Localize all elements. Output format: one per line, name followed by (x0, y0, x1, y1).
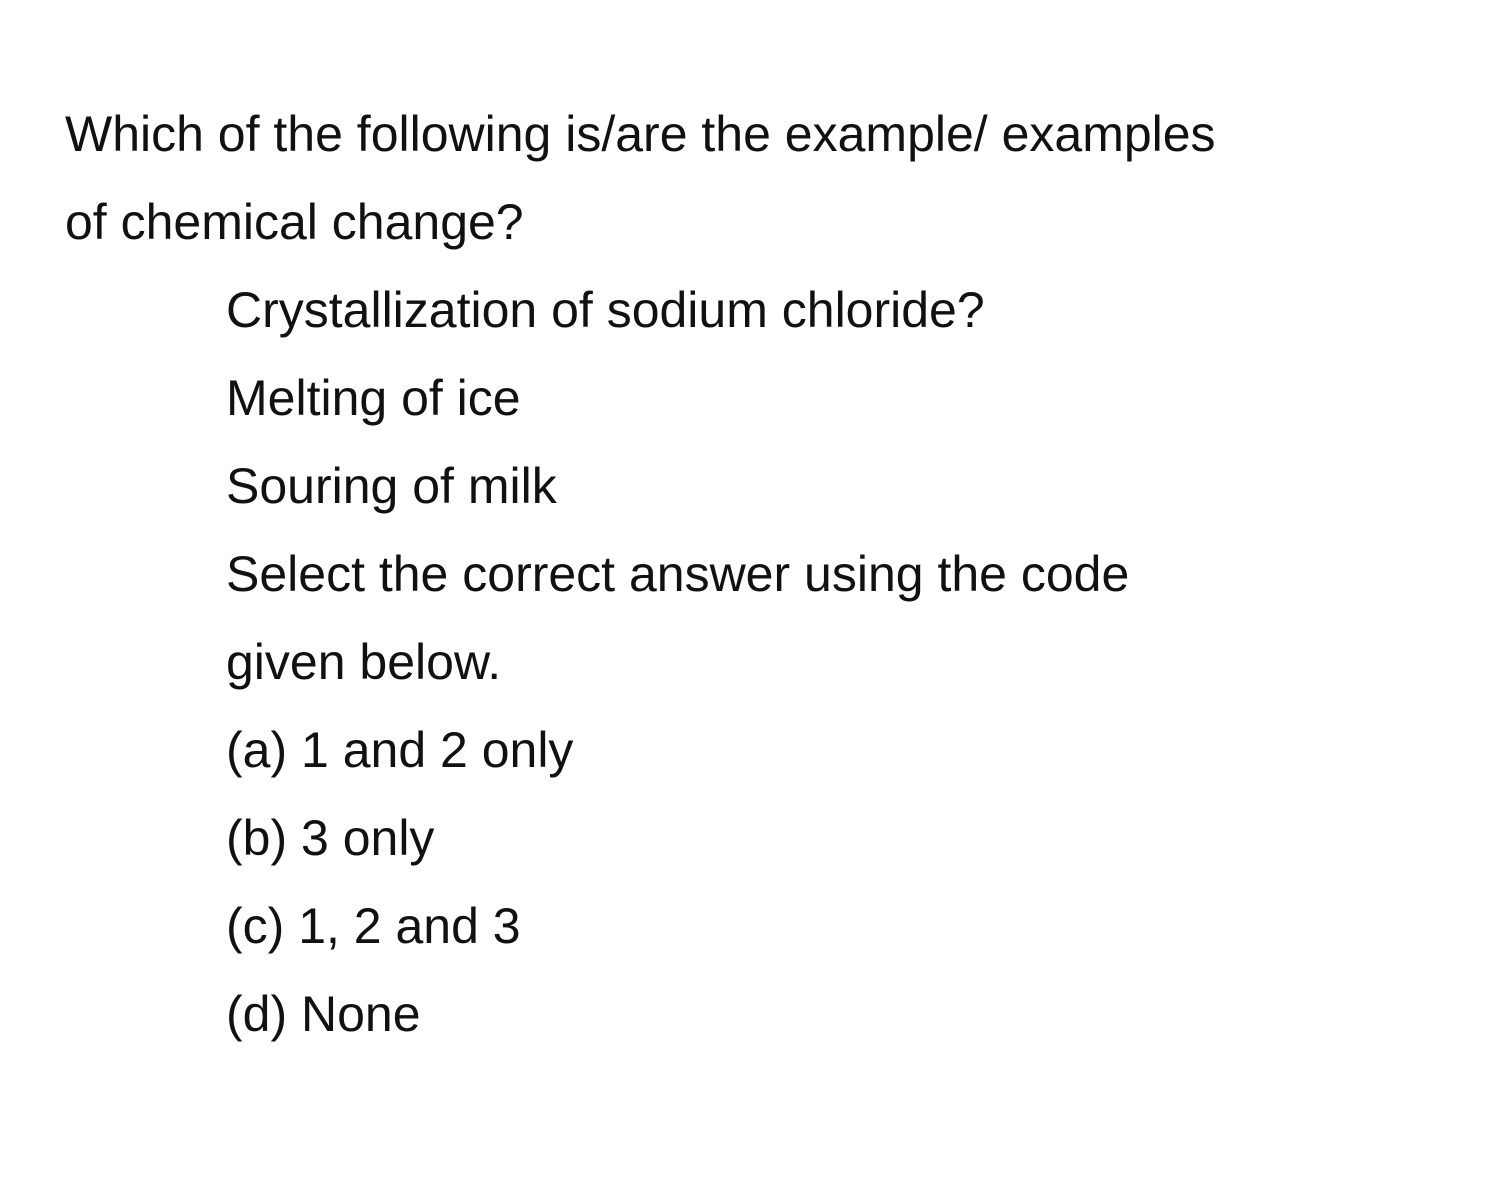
question-line-2: of chemical change? (65, 194, 524, 250)
question-text (65, 90, 1465, 266)
option-d[interactable]: (d) None (226, 986, 421, 1042)
question-body (226, 266, 1426, 1058)
option-a[interactable]: (a) 1 and 2 only (226, 722, 574, 778)
instruction-line-2: given below. (226, 634, 502, 690)
statement-1: Crystallization of sodium chloride? (226, 282, 985, 338)
instruction-line-1: Select the correct answer using the code (226, 546, 1130, 602)
option-c[interactable]: (c) 1, 2 and 3 (226, 898, 521, 954)
option-b[interactable]: (b) 3 only (226, 810, 435, 866)
question-line-1: Which of the following is/are the example/ examples (65, 106, 1216, 162)
statement-2: Melting of ice (226, 370, 521, 426)
statement-3: Souring of milk (226, 458, 557, 514)
